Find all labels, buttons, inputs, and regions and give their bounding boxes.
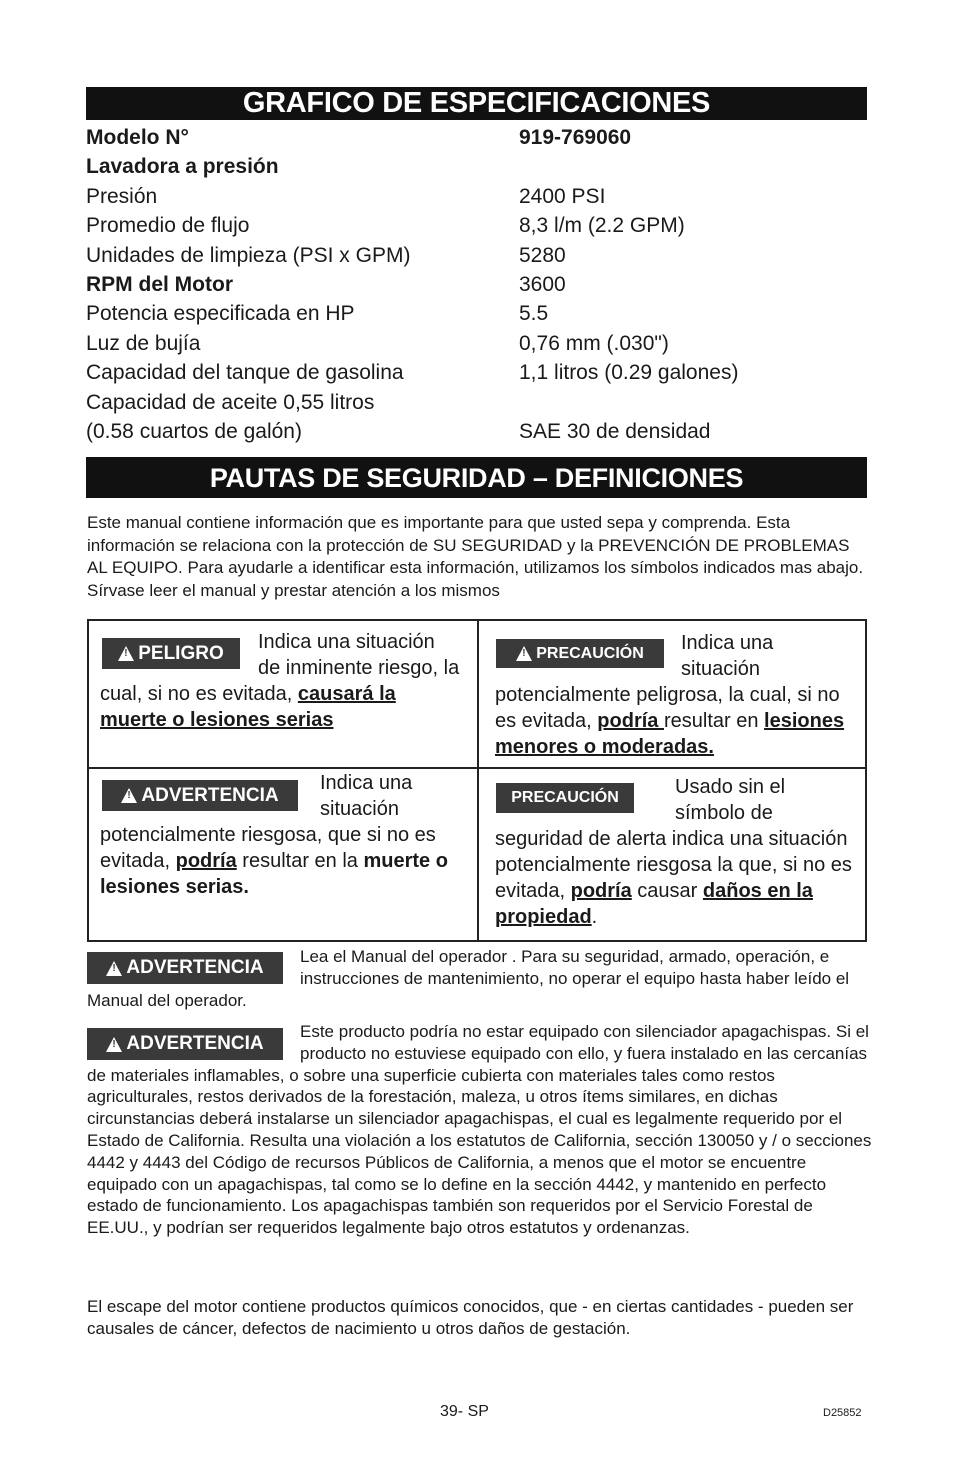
- spec-row: [86, 417, 867, 446]
- spec-row: [86, 211, 867, 240]
- alert-triangle-icon: [118, 646, 134, 661]
- spec-label: Potencia especificada en HP: [86, 302, 355, 326]
- alert-triangle-icon: [106, 1037, 122, 1052]
- spec-value: 5280: [519, 243, 566, 267]
- spec-label: RPM del Motor: [86, 272, 233, 296]
- spec-chart-title: GRAFICO DE ESPECIFICACIONES: [86, 87, 867, 120]
- spec-label: Presión: [86, 184, 158, 208]
- spec-label: Modelo N°: [86, 126, 189, 149]
- spec-row: [86, 241, 867, 270]
- definition-precaucion: ! PRECAUCIÓN Indica una situación potencialmente peligrosa, la cual, si no es evitada, podría resultar en lesiones menores o moderadas.: [495, 630, 855, 760]
- exhaust-notice: El escape del motor contiene productos químicos conocidos, que - en ciertas cantidades - pueden ser causales de cáncer, defectos de nacimiento u otros daños de gestación.: [87, 1297, 854, 1338]
- spec-label: Unidades de limpieza (PSI x GPM): [86, 243, 411, 267]
- spec-label: Lavadora a presión: [86, 155, 279, 179]
- spec-row: [86, 270, 867, 299]
- precaucion-badge: ! PRECAUCIÓN: [496, 639, 664, 668]
- document-code: D25852: [823, 1407, 862, 1419]
- spec-row: [86, 152, 867, 181]
- spark-arrester-warning: [87, 1021, 872, 1239]
- spec-label: Luz de bujía: [86, 331, 201, 355]
- page-number: 39- SP: [440, 1403, 489, 1420]
- spec-value: 1,1 litros (0.29 galones): [519, 361, 739, 385]
- spec-label: (0.58 cuartos de galón): [86, 419, 302, 443]
- intro-paragraph: Este manual contiene información que es importante para que usted sepa y comprenda. Esta información se relaciona con la protección de SU SEGURIDAD y la PREVENCIÓN DE PROBLEMAS AL EQUIPO. Para ayudarle a identificar esta información, utilizamos los símbolos indicados mas abajo. Sírvase leer el manual y prestar atención a los mismos: [87, 513, 864, 600]
- operator-manual-warning: [87, 946, 872, 1011]
- precaucion-plain-badge: PRECAUCIÓN: [496, 783, 634, 813]
- spec-row: [86, 123, 867, 152]
- spec-row: [86, 299, 867, 328]
- grid-divider: [89, 767, 865, 769]
- spec-label: Capacidad de aceite 0,55 litros: [86, 390, 375, 414]
- definition-precaucion-no-symbol: PRECAUCIÓN Usado sin el símbolo de seguridad de alerta indica una situación potencialmente riesgosa la que, si no es evitada, podría causar daños en la propiedad.: [495, 776, 852, 928]
- signal-word-grid: [87, 619, 867, 942]
- spec-value: 8,3 l/m (2.2 GPM): [519, 214, 685, 238]
- warning-text: Lea el Manual del operador . Para su seguridad, armado, operación, e instrucciones de mantenimiento, no operar el equipo hasta haber leído el Manual del operador.: [87, 947, 850, 1010]
- spec-value: 2400 PSI: [519, 184, 606, 208]
- spec-label: Promedio de flujo: [86, 214, 250, 238]
- warning-text: Este producto podría no estar equipado con silenciador apagachispas. Si el producto no estuviese equipado con ello, y fuera instalado en las cercanías de materiales inflamables, o sobre una superficie cubierta con materiales tales como restos agriculturales, restos derivados de la forestación, maleza, u otros ítems similares, en dichas circunstancias deberá instalarse un silenciador apagachispas, el cual es legalmente requerido por el Estado de California. Resulta una violación a los estatutos de California, sección 130050 y / o secciones 4442 y 4443 del Código de recursos Públicos de California, a menos que el motor se encuentre equipado con un apagachispas, tal como se lo define en la sección 4442, y mantenido en perfecto estado de funcionamiento. Los apagachispas también son requeridos por el Servicio Forestal de EE.UU., y podrían ser requeridos legalmente bajo otros estatutos y ordenanzas.: [87, 1022, 872, 1238]
- spec-value: 0,76 mm (.030"): [519, 331, 669, 355]
- spec-value: 3600: [519, 272, 566, 296]
- advertencia-badge: ! ADVERTENCIA: [102, 780, 298, 811]
- spec-row: [86, 329, 867, 358]
- spec-table: [86, 123, 867, 446]
- spec-value: SAE 30 de densidad: [519, 419, 711, 443]
- alert-triangle-icon: [121, 788, 137, 803]
- alert-triangle-icon: [516, 646, 532, 661]
- spec-row: [86, 182, 867, 211]
- grid-divider: [477, 621, 479, 940]
- peligro-emphasis: causará la muerte o lesiones serias: [100, 683, 396, 731]
- spec-row: [86, 388, 867, 417]
- alert-triangle-icon: [106, 961, 122, 976]
- spec-label: Capacidad del tanque de gasolina: [86, 361, 404, 385]
- definition-peligro: ! PELIGRO Indica una situación de inminente riesgo, la cual, si no es evitada, causará la muerte o lesiones serias: [100, 629, 462, 733]
- peligro-badge: ! PELIGRO: [102, 638, 240, 669]
- safety-definitions-title: PAUTAS DE SEGURIDAD – DEFINICIONES: [86, 457, 867, 498]
- advertencia-badge: ! ADVERTENCIA: [87, 1028, 283, 1060]
- definition-advertencia: ! ADVERTENCIA Indica una situación potencialmente riesgosa, que si no es evitada, podría resultar en la muerte o lesiones serias.: [100, 770, 462, 900]
- advertencia-badge: ! ADVERTENCIA: [87, 952, 283, 984]
- spec-value: 919-769060: [519, 126, 632, 149]
- spec-row: [86, 358, 867, 387]
- spec-value: 5.5: [519, 302, 549, 326]
